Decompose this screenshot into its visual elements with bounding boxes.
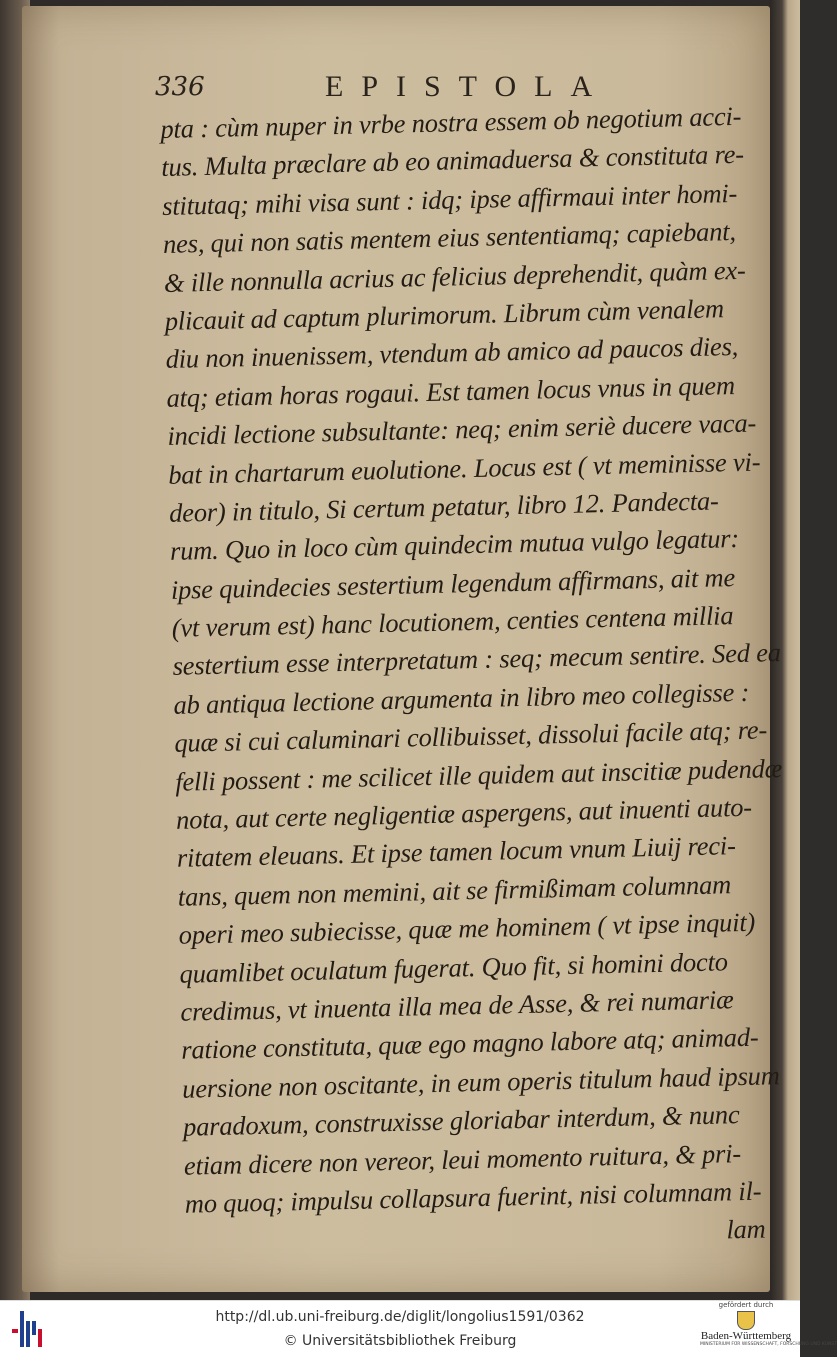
footer-bar — [0, 1300, 837, 1357]
text-line: & ille nonnulla acrius ac felicius deprehendit, quàm ex- — [163, 254, 746, 298]
text-line: incidi lectione subsultante: neq; enim seriè ducere vaca- — [167, 407, 757, 452]
text-line: ipse quindecies sestertium legendum affirmans, ait me — [170, 561, 736, 605]
running-head: EPISTOLA — [325, 70, 611, 103]
text-line: uersione non oscitante, in eum operis titulum haud ipsum — [181, 1059, 780, 1104]
catchword: lam — [726, 1213, 766, 1245]
text-line: deor) in titulo, Si certum petatur, libro 12. Pandecta- — [168, 485, 719, 528]
sponsor-name: Baden-Württemberg — [700, 1330, 792, 1342]
text-line: credimus, vt inuenta illa mea de Asse, & rei numariæ — [180, 984, 734, 1027]
document-link[interactable]: http://dl.ub.uni-freiburg.de/diglit/longolius1591/0362 — [215, 1309, 585, 1325]
copyright-notice: © Universitätsbibliothek Freiburg — [283, 1333, 517, 1349]
text-line: nes, qui non satis mentem eius sententiamq; capiebant, — [162, 216, 737, 260]
text-line: (vt verum est) hanc locutionem, centies centena millia — [171, 600, 734, 643]
text-line: sestertium esse interpretatum : seq; mecum sentire. Sed ea — [172, 637, 782, 682]
text-line: tus. Multa præclare ab eo animaduersa & constituta re- — [160, 139, 745, 183]
text-line: ritatem eleuans. Et ipse tamen locum vnum Liuij reci- — [176, 830, 736, 874]
page-number: 336 — [155, 72, 205, 102]
text-line: etiam dicere non vereor, leui momento ruitura, & pri- — [183, 1137, 742, 1181]
text-line: paradoxum, construxisse gloriabar interdum, & nunc — [182, 1099, 740, 1142]
text-line: felli possent : me scilicet ille quidem aut inscitiæ pudendæ — [174, 752, 783, 797]
text-line: mo quoq; impulsu collapsura fuerint, nisi columnam il- — [184, 1175, 762, 1219]
sponsor-logo — [700, 1301, 837, 1357]
text-line: tans, quem non memini, ait se firmißimam columnam — [177, 869, 732, 912]
body-text — [160, 96, 801, 1261]
text-line: stitutaq; mihi visa sunt : idq; ipse affirmaui inter homi- — [161, 177, 738, 221]
text-line: rum. Quo in loco cùm quindecim mutua vulgo legatur: — [169, 523, 740, 567]
text-line: diu non inuenissem, vtendum ab amico ad paucos dies, — [165, 331, 739, 375]
text-line: bat in chartarum euolutione. Locus est ( vt meminisse vi- — [167, 445, 761, 490]
text-line: atq; etiam horas rogaui. Est tamen locus vnus in quem — [166, 369, 736, 413]
sponsor-prefix: gefördert durch — [718, 1301, 774, 1309]
coat-of-arms-icon — [737, 1311, 755, 1330]
sponsor-ministry: MINISTERIUM FÜR WISSENSCHAFT, FORSCHUNG UND KUNST — [700, 1342, 837, 1347]
text-line: pta : cùm nuper in vrbe nostra essem ob negotium acci- — [160, 100, 742, 144]
text-line: nota, aut certe negligentiæ aspergens, aut inuenti auto- — [175, 791, 753, 835]
text-line: quamlibet oculatum fugerat. Quo fit, si homini docto — [179, 945, 729, 989]
text-line: plicauit ad captum plurimorum. Librum cùm venalem — [164, 293, 725, 336]
text-line: ab antiqua lectione argumenta in libro meo collegisse : — [173, 676, 750, 720]
text-line: operi meo subiecisse, quæ me hominem ( vt ipse inquit) — [178, 906, 756, 950]
text-line: quæ si cui caluminari collibuisset, dissolui facile atq; re- — [174, 714, 768, 759]
text-line: ratione constituta, quæ ego magno labore atq; animad- — [180, 1022, 759, 1066]
